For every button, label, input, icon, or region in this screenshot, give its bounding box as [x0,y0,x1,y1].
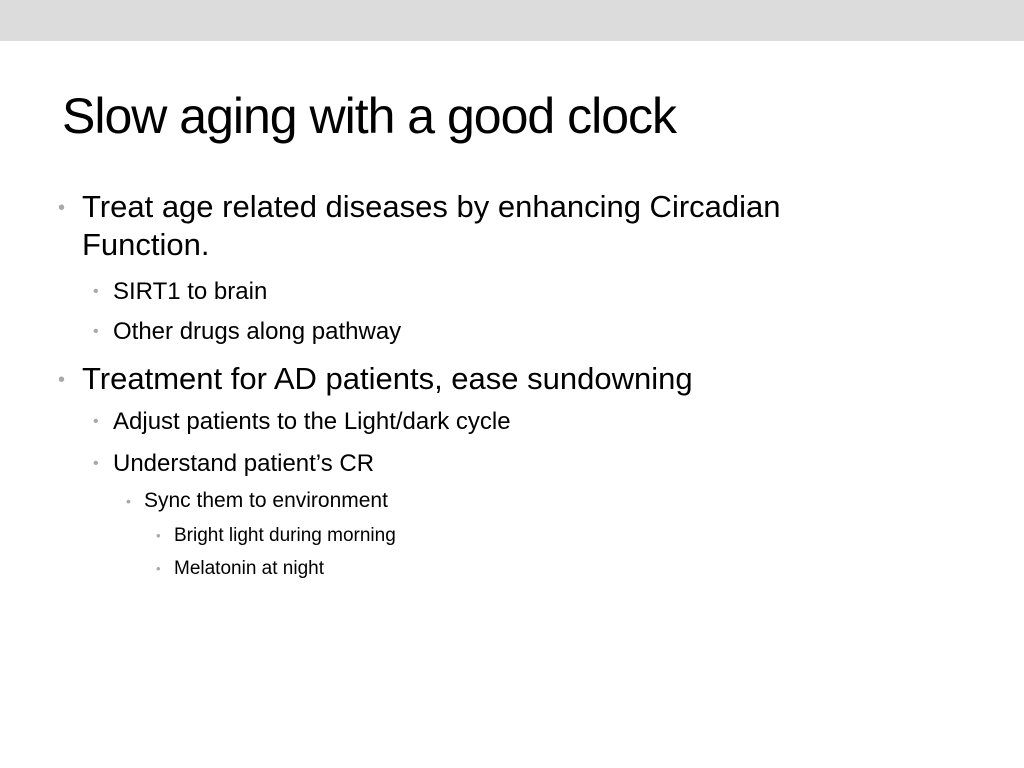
bullet-text: Other drugs along pathway [113,318,402,345]
bullet-dot-icon: • [58,369,66,391]
bullet-text: Melatonin at night [174,558,324,579]
bullet-text: SIRT1 to brain [113,278,268,305]
bullet-text: Treatment for AD patients, ease sundowning [82,361,693,396]
bullet-dot-icon: • [93,413,99,430]
bullet-text: Function. [82,227,210,262]
bullet-item [156,524,396,548]
bullet-dot-icon: • [93,455,99,472]
bullet-item [58,188,781,226]
bullet-item [93,407,511,437]
bullet-item [58,360,693,398]
bullet-item [93,277,268,307]
bullet-continuation [82,226,210,264]
bullet-item [93,317,402,347]
bullet-item [126,488,388,514]
bullet-text: Adjust patients to the Light/dark cycle [113,408,511,435]
top-bar [0,0,1024,41]
bullet-dot-icon: • [156,561,161,576]
bullet-dot-icon: • [156,528,161,543]
bullet-dot-icon: • [126,493,131,509]
bullet-item [93,449,375,479]
bullet-text: Sync them to environment [144,489,388,512]
bullet-dot-icon: • [93,283,99,300]
bullet-text: Treat age related diseases by enhancing Circadian [82,189,781,224]
bullet-dot-icon: • [58,197,66,219]
bullet-dot-icon: • [93,323,99,340]
bullet-text: Understand patient’s CR [113,450,375,477]
slide-title: Slow aging with a good clock [62,88,677,144]
bullet-text: Bright light during morning [174,525,396,546]
bullet-item [156,557,324,581]
